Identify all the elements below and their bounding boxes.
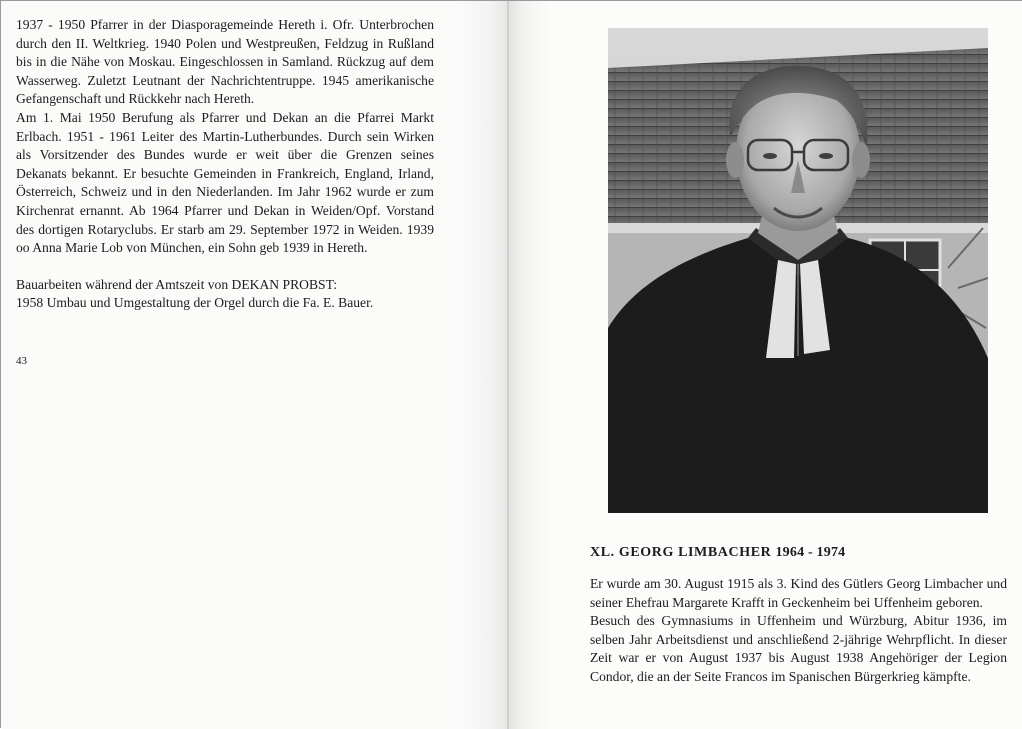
section-heading — [590, 545, 845, 561]
heading-years: 1964 - 1974 — [775, 545, 846, 560]
left-page-text — [16, 16, 434, 313]
right-paragraph-2: Besuch des Gymnasiums in Uffenheim und Würzburg, Abitur 1936, im selben Jahr Arbeitsdienst und anschließend 2-jährige Wehrpflicht. In dieser Zeit war er von August 1937 bis August 1938 Angehöriger der Legion Condor, die an der Seite Francos im Spanischen Bürgerkrieg kämpfte. — [590, 613, 1007, 684]
paragraph-gap — [16, 258, 434, 276]
right-paragraph-1: Er wurde am 30. August 1915 als 3. Kind des Gütlers Georg Limbacher und seiner Ehefrau Margarete Krafft in Geckenheim bei Uffenheim geboren. — [590, 576, 1007, 610]
left-paragraph-3: Bauarbeiten während der Amtszeit von DEKAN PROBST: — [16, 276, 337, 292]
left-paragraph-1: 1937 - 1950 Pfarrer in der Diasporagemeinde Hereth i. Ofr. Unterbrochen durch den II. Weltkrieg. 1940 Polen und Westpreußen, Feldzug in Rußland bis in die Nähe von Moskau. Eingeschlossen in Samland. Rückzug auf dem Wasserweg. Zuletzt Leutnant der Nachrichtentruppe. 1945 amerikanische Gefangenschaft und Rückkehr nach Hereth. — [16, 17, 434, 107]
left-paragraph-2: Am 1. Mai 1950 Berufung als Pfarrer und Dekan an die Pfarrei Markt Erlbach. 1951 - 1961 Leiter des Martin-Lutherbundes. Durch sein Wirken als Vorsitzender des Bundes wurde er weit über die Grenzen seines Dekanats bekannt. Er besuchte Gemeinden in Frankreich, England, Irland, Österreich, Schweiz und in den Niederlanden. Im Jahr 1962 wurde er zum Kirchenrat ernannt. Ab 1964 Pfarrer und Dekan in Weiden/Opf. Vorstand des dortigen Rotaryclubs. Er starb am 29. September 1972 in Weiden. 1939 oo Anna Marie Lob von München, ein Sohn geb 1939 in Hereth. — [16, 109, 434, 256]
right-page-text — [590, 575, 1007, 687]
portrait-photo — [608, 28, 988, 513]
portrait-photo-icon — [608, 28, 988, 513]
heading-title: XL. GEORG LIMBACHER — [590, 545, 772, 560]
left-page — [1, 1, 509, 729]
page-number: 43 — [16, 355, 27, 367]
left-paragraph-4: 1958 Umbau und Umgestaltung der Orgel durch die Fa. E. Bauer. — [16, 295, 374, 311]
